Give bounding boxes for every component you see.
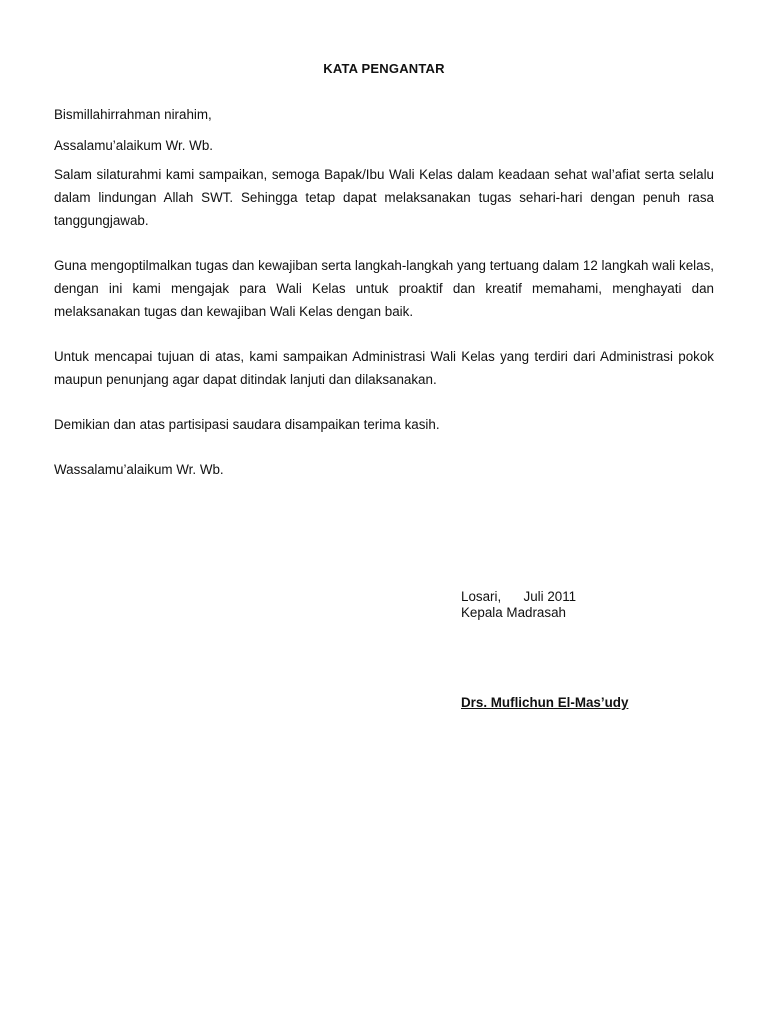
paragraph-3: Untuk mencapai tujuan di atas, kami sampaikan Administrasi Wali Kelas yang terdiri dari Administrasi pokok maupun penunjang agar dapat ditindak lanjuti dan dilaksanakan. — [54, 349, 714, 387]
signature-position: Kepala Madrasah — [461, 605, 566, 620]
signature-block — [461, 589, 721, 621]
closing-greeting: Wassalamu’alaikum Wr. Wb. — [54, 462, 224, 477]
signature-name: Drs. Muflichun El-Mas’udy — [461, 695, 629, 710]
paragraph-4: Demikian dan atas partisipasi saudara disampaikan terima kasih. — [54, 417, 440, 432]
paragraph-2: Guna mengoptilmalkan tugas dan kewajiban serta langkah-langkah yang tertuang dalam 12 langkah wali kelas, dengan ini kami mengajak para Wali Kelas untuk proaktif dan kreatif memahami, menghayati dan melaksanakan tugas dan kewajiban Wali Kelas dengan baik. — [54, 258, 714, 319]
opening-greeting-2: Assalamu’alaikum Wr. Wb. — [54, 138, 213, 153]
opening-greeting-1: Bismillahirrahman nirahim, — [54, 107, 212, 122]
signature-place-date: Losari, Juli 2011 — [461, 589, 577, 604]
paragraph-1: Salam silaturahmi kami sampaikan, semoga Bapak/Ibu Wali Kelas dalam keadaan sehat wal’afiat serta selalu dalam lindungan Allah SWT. Sehingga tetap dapat melaksanakan tugas sehari-hari dengan penuh rasa tanggungjawab. — [54, 167, 714, 228]
page-title: KATA PENGANTAR — [323, 61, 445, 76]
